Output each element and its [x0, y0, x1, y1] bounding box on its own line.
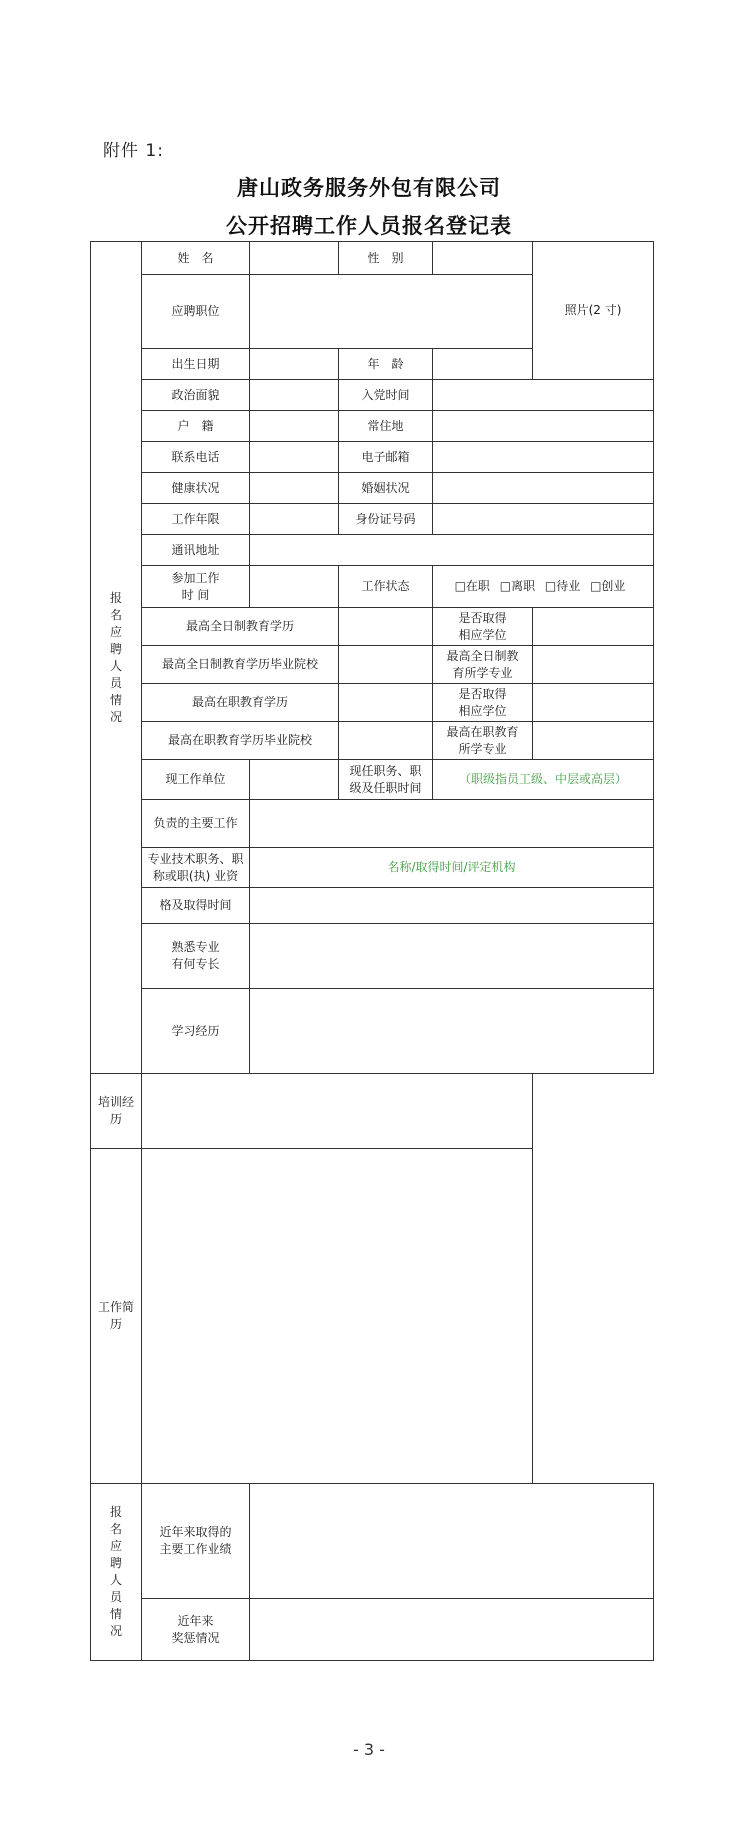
skills-label: 熟悉专业 有何专长: [142, 924, 250, 989]
side-label-char: 聘: [109, 641, 122, 656]
side-label-section-2: [91, 1484, 142, 1661]
training-field[interactable]: [142, 1074, 533, 1149]
fulltime-major-label: 最高全日制教 育所学专业: [433, 646, 533, 684]
training-label: 培训经历: [91, 1074, 142, 1149]
main-duties-label: 负责的主要工作: [142, 800, 250, 848]
fulltime-school-field[interactable]: [339, 646, 433, 684]
inservice-major-field[interactable]: [533, 722, 654, 760]
inservice-degree-label: 是否取得 相应学位: [433, 684, 533, 722]
achievements-label: 近年来取得的 主要工作业绩: [142, 1484, 250, 1599]
political-status-field[interactable]: [250, 380, 339, 411]
household-label: 户 籍: [142, 411, 250, 442]
party-join-time-field[interactable]: [433, 380, 654, 411]
side-label-char: 情: [109, 1607, 122, 1621]
fulltime-edu-label: 最高全日制教育学历: [142, 608, 339, 646]
photo-box[interactable]: 照片(2 寸): [533, 242, 654, 380]
awards-field[interactable]: [250, 1599, 654, 1661]
work-years-field[interactable]: [250, 504, 339, 535]
side-label-char: 况: [109, 1624, 122, 1638]
current-post-label: 现任职务、职 级及任职时间: [339, 760, 433, 800]
fulltime-degree-label: 是否取得 相应学位: [433, 608, 533, 646]
awards-label: 近年来 奖惩情况: [142, 1599, 250, 1661]
current-employer-field[interactable]: [250, 760, 339, 800]
work-history-field[interactable]: [142, 1149, 533, 1484]
party-join-time-label: 入党时间: [339, 380, 433, 411]
qual-time-label: 格及取得时间: [142, 888, 250, 924]
study-field[interactable]: [250, 989, 654, 1074]
phone-label: 联系电话: [142, 442, 250, 473]
qual-time-field[interactable]: [250, 888, 654, 924]
inservice-degree-field[interactable]: [533, 684, 654, 722]
household-field[interactable]: [250, 411, 339, 442]
inservice-edu-label: 最高在职教育学历: [142, 684, 339, 722]
side-label-char: 聘: [109, 1556, 122, 1570]
side-label-char: 报: [109, 590, 122, 605]
side-label-char: 应: [109, 624, 122, 639]
fulltime-major-field[interactable]: [533, 646, 654, 684]
health-field[interactable]: [250, 473, 339, 504]
side-label-char: 名: [109, 1522, 122, 1536]
status-option-resigned[interactable]: □离职: [499, 579, 536, 593]
fulltime-school-label: 最高全日制教育学历毕业院校: [142, 646, 339, 684]
status-option-unemployed[interactable]: □待业: [544, 579, 581, 593]
address-label: 通讯地址: [142, 535, 250, 566]
address-field[interactable]: [250, 535, 654, 566]
work-start-field[interactable]: [250, 566, 339, 608]
inservice-school-label: 最高在职教育学历毕业院校: [142, 722, 339, 760]
attachment-label: 附件 1:: [103, 141, 164, 161]
birth-date-field[interactable]: [250, 349, 339, 380]
work-history-label: 工作简历: [91, 1149, 142, 1484]
side-label-char: 人: [109, 658, 122, 673]
marital-label: 婚姻状况: [339, 473, 433, 504]
age-field[interactable]: [433, 349, 533, 380]
title-qual-field[interactable]: 名称/取得时间/评定机构: [250, 848, 654, 888]
inservice-major-label: 最高在职教育 所学专业: [433, 722, 533, 760]
side-label-char: 况: [109, 709, 122, 724]
health-label: 健康状况: [142, 473, 250, 504]
status-option-employed[interactable]: □在职: [454, 579, 490, 593]
inservice-edu-field[interactable]: [339, 684, 433, 722]
position-label: 应聘职位: [142, 275, 250, 349]
work-years-label: 工作年限: [142, 504, 250, 535]
work-status-label: 工作状态: [339, 566, 433, 608]
achievements-field[interactable]: [250, 1484, 654, 1599]
side-label-char: 员: [109, 1590, 122, 1604]
main-duties-field[interactable]: [250, 800, 654, 848]
inservice-school-field[interactable]: [339, 722, 433, 760]
title-qual-label: 专业技术职务、职 称或职(执) 业资: [142, 848, 250, 888]
side-label-char: 报: [109, 1505, 122, 1519]
side-label-char: 名: [109, 607, 122, 622]
study-label: 学习经历: [142, 989, 250, 1074]
name-field[interactable]: [250, 242, 339, 275]
id-number-label: 身份证号码: [339, 504, 433, 535]
name-label: 姓 名: [142, 242, 250, 275]
gender-label: 性 别: [339, 242, 433, 275]
residence-field[interactable]: [433, 411, 654, 442]
side-label-char: 情: [109, 692, 122, 707]
phone-field[interactable]: [250, 442, 339, 473]
marital-field[interactable]: [433, 473, 654, 504]
position-field[interactable]: [250, 275, 533, 349]
side-label-char: 人: [109, 1573, 122, 1587]
residence-label: 常住地: [339, 411, 433, 442]
page-number: - 3 -: [353, 1740, 385, 1759]
fulltime-degree-field[interactable]: [533, 608, 654, 646]
side-label-char: 员: [109, 675, 122, 690]
political-status-label: 政治面貌: [142, 380, 250, 411]
birth-date-label: 出生日期: [142, 349, 250, 380]
company-title: 唐山政务服务外包有限公司: [237, 176, 501, 200]
registration-form-table: [90, 241, 654, 1661]
work-status-options[interactable]: [433, 566, 654, 608]
id-number-field[interactable]: [433, 504, 654, 535]
status-option-entrepreneur[interactable]: □创业: [590, 579, 626, 593]
gender-field[interactable]: [433, 242, 533, 275]
email-label: 电子邮箱: [339, 442, 433, 473]
current-post-field[interactable]: （职级指员工级、中层或高层）: [433, 760, 654, 800]
work-start-label: 参加工作 时 间: [142, 566, 250, 608]
current-employer-label: 现工作单位: [142, 760, 250, 800]
side-label-char: 应: [109, 1539, 122, 1553]
side-label-section-1: [91, 242, 142, 1074]
email-field[interactable]: [433, 442, 654, 473]
skills-field[interactable]: [250, 924, 654, 989]
age-label: 年 龄: [339, 349, 433, 380]
fulltime-edu-field[interactable]: [339, 608, 433, 646]
form-title: 公开招聘工作人员报名登记表: [226, 214, 512, 238]
